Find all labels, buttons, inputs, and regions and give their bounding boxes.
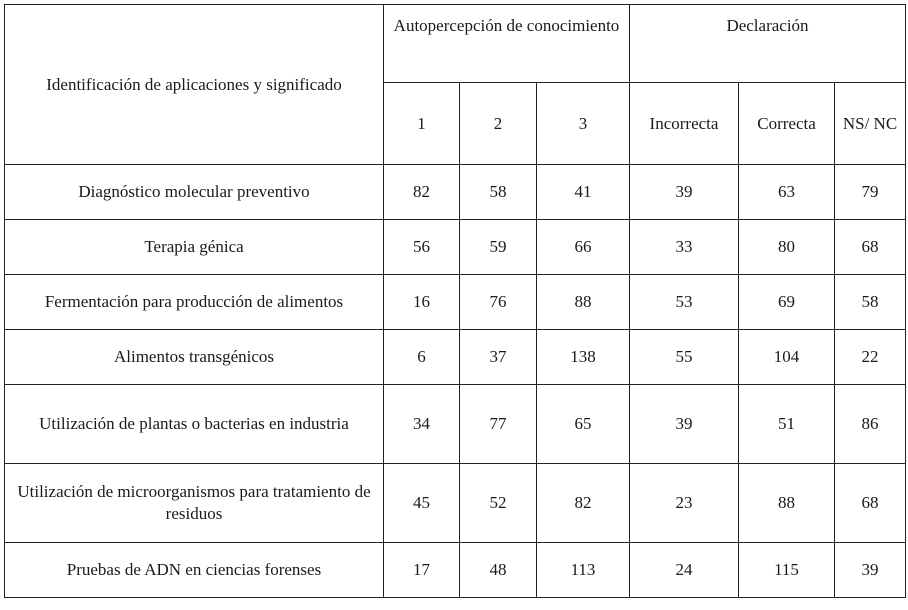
table-row xyxy=(5,220,906,275)
table-cell: 86 xyxy=(835,385,906,464)
subcolumn-header: 2 xyxy=(460,83,537,165)
subcolumn-header: 3 xyxy=(537,83,630,165)
table-row xyxy=(5,385,906,464)
table-cell: 68 xyxy=(835,464,906,543)
table-cell: 58 xyxy=(835,275,906,330)
table-cell: 17 xyxy=(384,543,460,598)
table-cell: 88 xyxy=(537,275,630,330)
table-cell: 34 xyxy=(384,385,460,464)
table-cell: 58 xyxy=(460,165,537,220)
table-cell: 63 xyxy=(739,165,835,220)
table-cell: 88 xyxy=(739,464,835,543)
table-cell: 79 xyxy=(835,165,906,220)
table-cell: 39 xyxy=(630,385,739,464)
table-cell: 59 xyxy=(460,220,537,275)
table-cell: 33 xyxy=(630,220,739,275)
subcolumn-header: 1 xyxy=(384,83,460,165)
table-cell: 77 xyxy=(460,385,537,464)
table-cell: 115 xyxy=(739,543,835,598)
table-cell: 51 xyxy=(739,385,835,464)
table-cell: 23 xyxy=(630,464,739,543)
table-row xyxy=(5,330,906,385)
table-cell: 82 xyxy=(384,165,460,220)
row-label: Diagnóstico molecular preventivo xyxy=(5,165,384,220)
header-row-groups xyxy=(5,5,906,83)
table-cell: 82 xyxy=(537,464,630,543)
table-cell: 56 xyxy=(384,220,460,275)
subcolumn-header: Incorrecta xyxy=(630,83,739,165)
row-label: Utilización de microorganismos para tratamiento de residuos xyxy=(5,464,384,543)
table-cell: 113 xyxy=(537,543,630,598)
table-row xyxy=(5,464,906,543)
table-cell: 76 xyxy=(460,275,537,330)
table-cell: 69 xyxy=(739,275,835,330)
table-cell: 80 xyxy=(739,220,835,275)
table-cell: 68 xyxy=(835,220,906,275)
table-cell: 24 xyxy=(630,543,739,598)
row-label: Utilización de plantas o bacterias en industria xyxy=(5,385,384,464)
table-cell: 41 xyxy=(537,165,630,220)
table-cell: 104 xyxy=(739,330,835,385)
table-cell: 48 xyxy=(460,543,537,598)
row-label: Pruebas de ADN en ciencias forenses xyxy=(5,543,384,598)
table-cell: 6 xyxy=(384,330,460,385)
row-label: Fermentación para producción de alimentos xyxy=(5,275,384,330)
table-cell: 66 xyxy=(537,220,630,275)
row-label-header: Identificación de aplicaciones y significado xyxy=(5,5,384,165)
table-cell: 39 xyxy=(630,165,739,220)
table-cell: 45 xyxy=(384,464,460,543)
declaracion-group-header: Declaración xyxy=(630,5,906,83)
table-cell: 65 xyxy=(537,385,630,464)
table-cell: 138 xyxy=(537,330,630,385)
autopercepcion-group-header: Autopercepción de conocimiento xyxy=(384,5,630,83)
row-label: Terapia génica xyxy=(5,220,384,275)
table-cell: 55 xyxy=(630,330,739,385)
table-row xyxy=(5,543,906,598)
table-row xyxy=(5,165,906,220)
table-cell: 53 xyxy=(630,275,739,330)
table-cell: 37 xyxy=(460,330,537,385)
subcolumn-header: NS/ NC xyxy=(835,83,906,165)
subcolumn-header: Correcta xyxy=(739,83,835,165)
results-table xyxy=(4,4,906,598)
table-cell: 16 xyxy=(384,275,460,330)
row-label: Alimentos transgénicos xyxy=(5,330,384,385)
table-row xyxy=(5,275,906,330)
table-cell: 52 xyxy=(460,464,537,543)
table-cell: 39 xyxy=(835,543,906,598)
table-cell: 22 xyxy=(835,330,906,385)
